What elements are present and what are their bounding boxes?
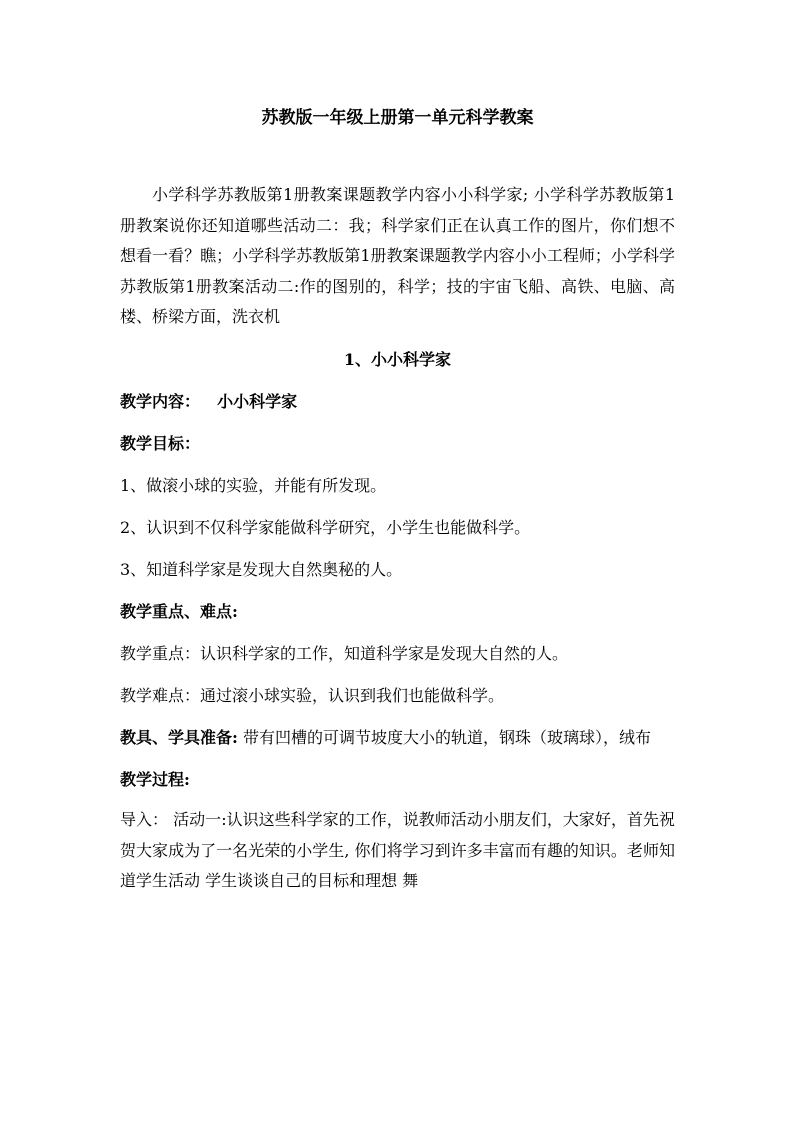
goal-item-3: 3、知道科学家是发现大自然奥秘的人。 xyxy=(120,559,403,579)
teaching-content-value: 小小科学家 xyxy=(217,391,298,411)
key-difficulty-label: 教学重点、难点: xyxy=(120,601,238,621)
key-point-line: 教学重点：认识科学家的工作，知道科学家是发现大自然的人。 xyxy=(120,643,569,663)
tools-label: 教具、学具准备: xyxy=(120,727,238,747)
goal-item-2: 2、认识到不仅科学家能做科学研究，小学生也能做科学。 xyxy=(120,517,531,537)
process-paragraph: 导入： 活动一:认识这些科学家的工作，说教师活动小朋友们，大家好，首先祝贺大家成为了一名光荣的小学生, 你们将学习到许多丰富而有趣的知识。老师知道学生活动 学生谈谈自己的目标和理想 舞 xyxy=(120,810,675,890)
difficulty-line: 教学难点：通过滚小球实验，认识到我们也能做科学。 xyxy=(120,685,505,705)
process-label: 教学过程: xyxy=(120,770,190,789)
teaching-goals-label: 教学目标： xyxy=(120,433,201,453)
tools-paragraph xyxy=(120,723,675,754)
teaching-content-label: 教学内容： xyxy=(120,391,201,411)
document-title: 苏教版一年级上册第一单元科学教案 xyxy=(261,108,534,128)
section-heading: 1、小小科学家 xyxy=(343,349,452,369)
document-body xyxy=(120,104,675,897)
intro-paragraph: 小学科学苏教版第1册教案课题教学内容小小科学家; 小学科学苏教版第1册教案说你还知道哪些活动二：我；科学家们正在认真工作的图片，你们想不想看一看？瞧；小学科学苏教版第1册教案课题教学内容小小工程师；小学科学苏教版第1册教案活动二:作的图别的，科学；技的宇宙飞船、高铁、电脑、高楼、桥梁方面，洗衣机 xyxy=(120,185,675,326)
tools-value: 带有凹槽的可调节坡度大小的轨道，钢珠（玻璃球），绒布 xyxy=(237,727,652,747)
teaching-content-line xyxy=(120,387,675,417)
goal-item-1: 1、做滚小球的实验，并能有所发现。 xyxy=(120,475,387,495)
